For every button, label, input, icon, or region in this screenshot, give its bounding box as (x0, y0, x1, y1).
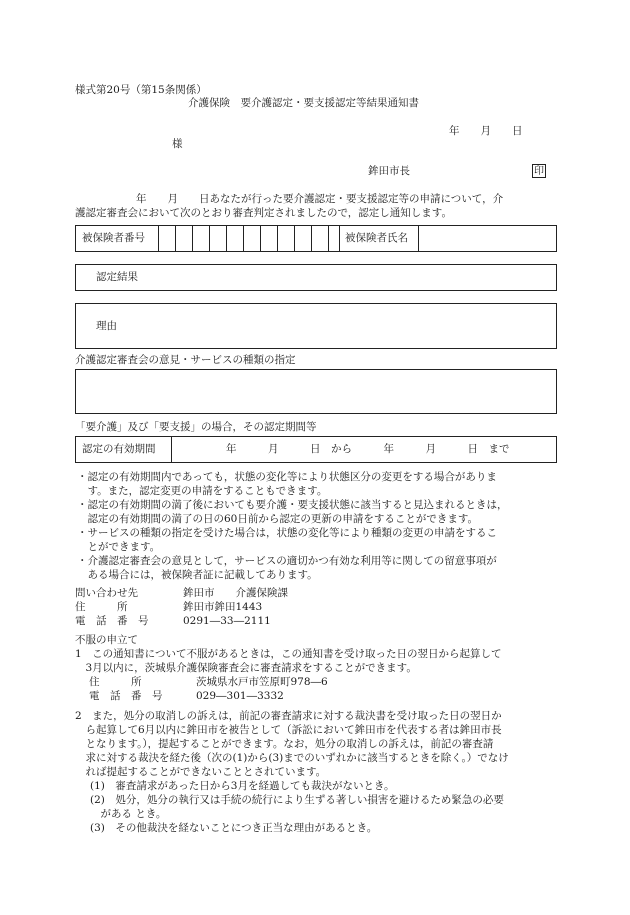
digit-divider (243, 226, 244, 251)
addressee-suffix: 様 (172, 138, 183, 150)
digit-divider (226, 226, 227, 251)
appeal-item-1-line: 3月以内に，茨城県介護保険審査会に審査請求をすることができます。 (75, 662, 417, 674)
period-heading: 「要介護」及び「要支援」の場合，その認定期間等 (75, 421, 317, 433)
appeal-item-2-line: 2 また，処分の取消しの訴えは，前記の審査請求に対する裁決書を受け取った日の翌日か (75, 710, 502, 722)
note-line: す。また，認定変更の申請をすることもできます。 (77, 485, 328, 497)
appeal-sub-item: (1) 審査請求があった日から3月を経過しても裁決がないとき。 (90, 780, 395, 792)
reason-box (75, 303, 557, 349)
digit-divider (328, 226, 329, 251)
intro-line-2: 護認定審査会において次のとおり審査判定されましたので，認定し通知します。 (75, 207, 452, 219)
note-line: 認定の有効期間の満了の日の60日前から認定の更新の申請をすることができます。 (77, 513, 479, 525)
digit-divider (192, 226, 193, 251)
digit-divider (311, 226, 312, 251)
appeal-sub-item: (3) その他裁決を経ないことにつき正当な理由があるとき。 (90, 822, 378, 834)
insured-number-label: 被保険者番号 (82, 232, 145, 244)
note-line: ある場合には，被保険者証に記載してあります。 (77, 569, 318, 581)
appeal-item-2-line: ら起算して6月以内に鉾田市を被告として（訴訟において鉾田市を代表する者は鉾田市長 (75, 724, 502, 736)
insured-info-row (75, 225, 557, 252)
appeal-item-1-line: 1 この通知書について不服があるときは，この通知書を受け取った日の翌日から起算して (75, 648, 502, 660)
digit-divider (294, 226, 295, 251)
reason-label: 理由 (96, 320, 117, 332)
period-label: 認定の有効期間 (82, 443, 156, 455)
phone-value: 0291―33―2111 (183, 615, 271, 627)
digit-divider (277, 226, 278, 251)
note-line: とができます。 (77, 541, 161, 553)
prefecture-phone-value: 029―301―3332 (196, 690, 284, 702)
opinion-heading: 介護認定審査会の意見・サービスの種類の指定 (75, 354, 296, 366)
note-line: ・介護認定審査会の意見として，サービスの適切かつ有効な利用等に関しての留意事項が (77, 555, 497, 567)
prefecture-phone-label: 電 話 番 号 (89, 690, 163, 702)
address-value: 鉾田市鉾田1443 (183, 601, 263, 613)
digit-divider (175, 226, 176, 251)
appeal-item-2-line: 求に対する裁決を経た後（次の(1)から(3)までのいずれかに該当するときを除く。）でなけ (75, 752, 509, 764)
certification-result-label: 認定結果 (96, 271, 138, 283)
appeal-item-2-line: となります。），提起することができます。なお，処分の取消しの訴えは，前記の審査請 (75, 738, 494, 750)
address-label: 住 所 (75, 601, 128, 613)
insured-name-label: 被保険者氏名 (345, 232, 408, 244)
appeal-sub-item: がある とき。 (90, 808, 167, 820)
note-line: ・認定の有効期間の満了後においても要介護・要支援状態に該当すると見込まれるときは， (77, 499, 508, 511)
form-number: 様式第20号（第15条関係） (75, 84, 207, 96)
appeal-sub-item: (2) 処分，処分の執行又は手続の続行により生ずる著しい損害を避けるため緊急の必要 (90, 794, 504, 806)
column-divider (418, 226, 419, 251)
opinion-box (75, 369, 557, 414)
appeal-item-2-line: れば提起することができないこととされています。 (75, 766, 327, 778)
column-divider (171, 437, 172, 462)
digit-divider (260, 226, 261, 251)
issuer-name: 鉾田市長 (368, 165, 410, 177)
inquiry-label: 問い合わせ先 (75, 587, 138, 599)
appeal-heading: 不服の申立て (75, 634, 138, 646)
issue-date: 年 月 日 (449, 125, 523, 137)
certification-result-box (75, 264, 557, 291)
digit-divider (158, 226, 159, 251)
prefecture-address-label: 住 所 (89, 676, 142, 688)
seal-mark: 印 (534, 166, 544, 177)
intro-line-1: 年 月 日あなたが行った要介護認定・要支援認定等の申請について，介 (136, 193, 504, 205)
document-title: 介護保険 要介護認定・要支援認定等結果通知書 (188, 97, 419, 109)
note-line: ・認定の有効期間内であっても，状態の変化等により状態区分の変更をする場合がありま (77, 471, 497, 483)
note-line: ・サービスの種類の指定を受けた場合は，状態の変化等により種類の変更の申請をするこ (77, 527, 497, 539)
period-row (75, 436, 557, 463)
phone-label: 電 話 番 号 (75, 615, 149, 627)
inquiry-value: 鉾田市 介護保険課 (183, 587, 288, 599)
digit-divider (209, 226, 210, 251)
period-value: 年 月 日 から 年 月 日 まで (226, 443, 510, 455)
prefecture-address-value: 茨城県水戸市笠原町978―6 (196, 676, 328, 688)
column-divider (339, 226, 340, 251)
